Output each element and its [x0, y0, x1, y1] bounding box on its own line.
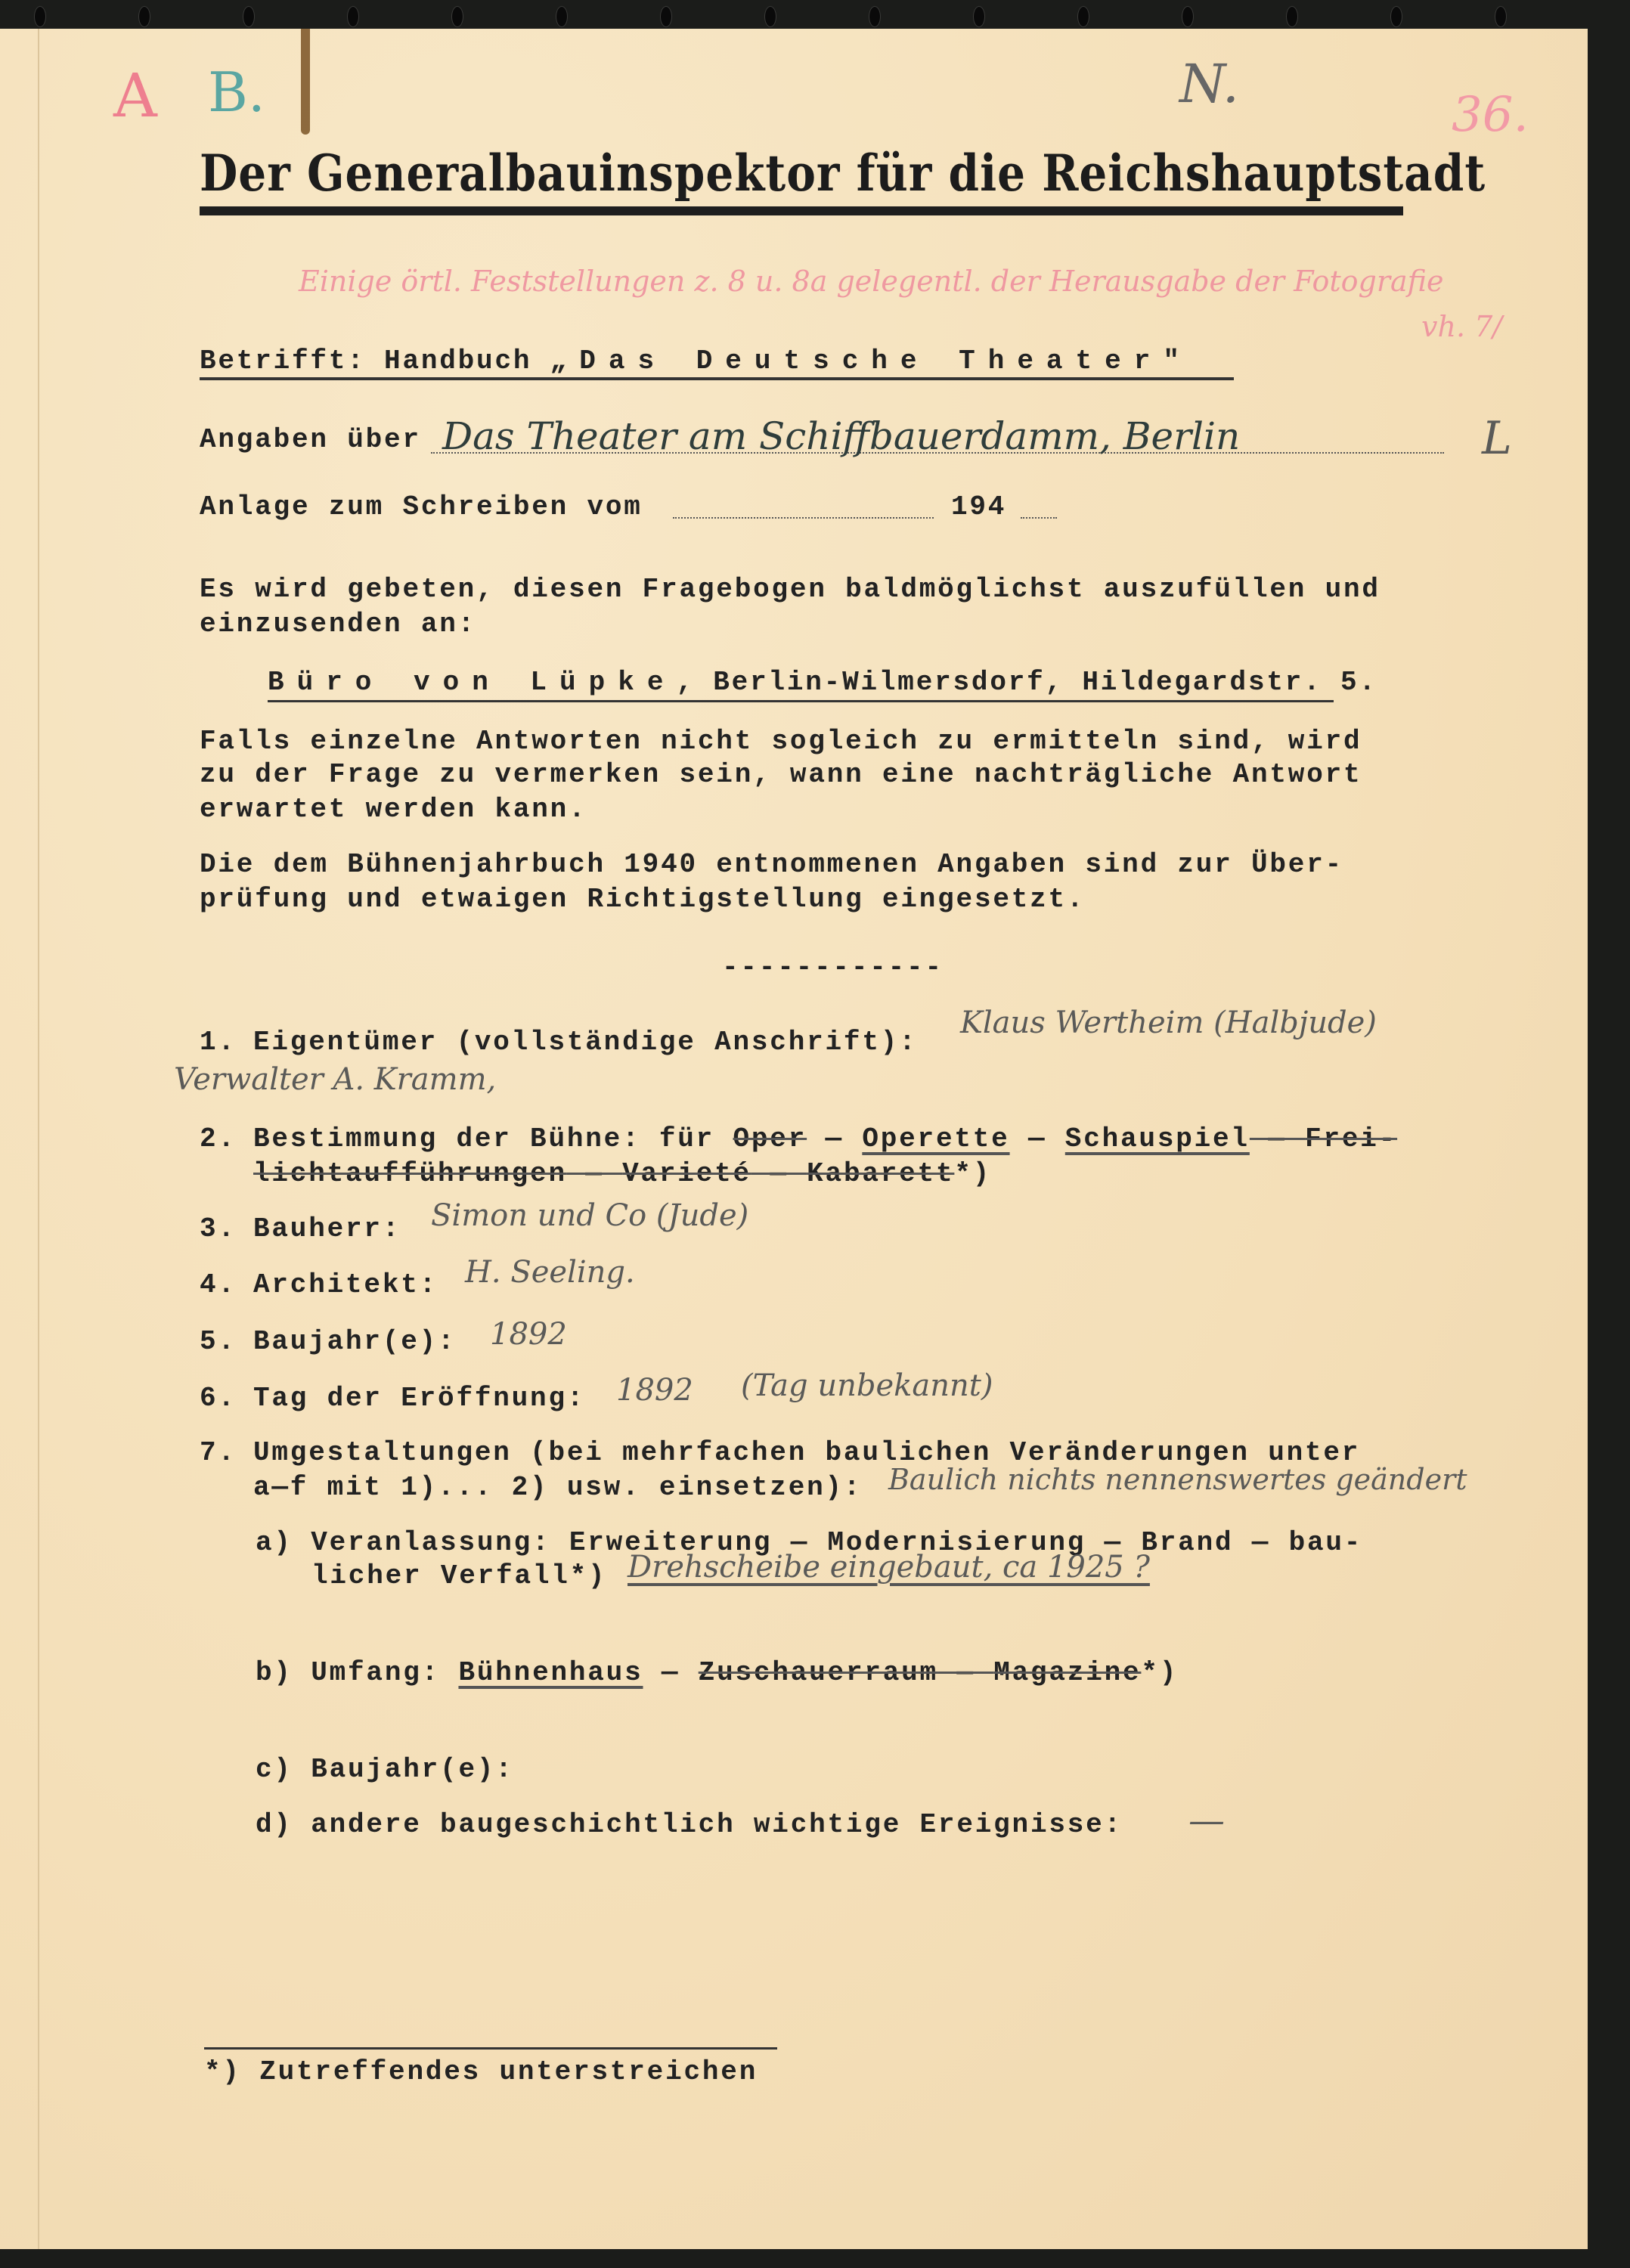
- dash: —: [937, 1657, 994, 1688]
- q1-number: 1.: [200, 1027, 237, 1058]
- footnote-ref: *): [1141, 1657, 1179, 1688]
- q1-answer-2: Verwalter A. Kramm,: [174, 1062, 497, 1097]
- q2-number: 2.: [200, 1123, 237, 1154]
- letterhead-title: Der Generalbauinspektor für die Reichshauptstadt: [200, 144, 1486, 203]
- footnote: *) Zutreffendes unterstreichen: [204, 2056, 758, 2087]
- about-label: Angaben über: [200, 424, 421, 455]
- subject-underline: [200, 377, 1234, 380]
- scanner-hole: [764, 6, 776, 27]
- address-underline: [268, 700, 1334, 702]
- footnote-rule: [204, 2047, 777, 2050]
- scanner-hole: [973, 6, 985, 27]
- request-line-1: Es wird gebeten, diesen Fragebogen baldmöglichst auszufüllen und: [200, 574, 1381, 605]
- q1-answer: Klaus Wertheim (Halbjude): [960, 1005, 1377, 1040]
- dash: —: [751, 1158, 807, 1189]
- q3-label: Bauherr:: [253, 1213, 401, 1244]
- q1-label: Eigentümer (vollständige Anschrift):: [253, 1027, 918, 1058]
- scanner-hole: [1182, 6, 1194, 27]
- q3-number: 3.: [200, 1213, 237, 1244]
- dash: —: [1249, 1123, 1306, 1154]
- mark-a: A: [113, 60, 157, 131]
- q5-answer: 1892: [490, 1317, 567, 1352]
- q7-line-2: a—f mit 1)... 2) usw. einsetzen):: [253, 1472, 863, 1503]
- scanner-hole: [138, 6, 150, 27]
- letterhead-rule: [200, 206, 1403, 215]
- q2-option-frei: Frei-: [1305, 1123, 1398, 1154]
- separator: ------------: [722, 952, 944, 983]
- q2-option-oper: Oper: [733, 1123, 807, 1154]
- q7d-label: d) andere baugeschichtlich wichtige Ereignisse:: [256, 1809, 1123, 1840]
- q7a-line-1: a) Veranlassung: Erweiterung — Modernisierung — Brand — bau-: [256, 1527, 1363, 1558]
- note1-line-2: zu der Frage zu vermerken sein, wann eine nachträgliche Antwort: [200, 759, 1362, 790]
- scanner-hole: [556, 6, 568, 27]
- q4-answer: H. Seeling.: [465, 1255, 635, 1290]
- q4-label: Architekt:: [253, 1269, 438, 1300]
- scanner-hole: [451, 6, 463, 27]
- q3-answer: Simon und Co (Jude): [431, 1198, 749, 1233]
- about-answer: Das Theater am Schiffbauerdamm, Berlin: [442, 414, 1241, 458]
- q2-option-freilicht: lichtaufführungen: [253, 1158, 567, 1189]
- q5-label: Baujahr(e):: [253, 1326, 457, 1357]
- dash: —: [1009, 1123, 1065, 1154]
- note2-line-1: Die dem Bühnenjahrbuch 1940 entnommenen Angaben sind zur Über-: [200, 849, 1344, 880]
- q6-label: Tag der Eröffnung:: [253, 1383, 586, 1414]
- note1-line-1: Falls einzelne Antworten nicht sogleich zu ermitteln sind, wird: [200, 726, 1362, 757]
- q6-number: 6.: [200, 1383, 237, 1414]
- scanner-hole: [869, 6, 881, 27]
- subject-label: Betrifft: Handbuch: [200, 345, 532, 376]
- scanner-hole: [660, 6, 672, 27]
- pink-note: Einige örtl. Feststellungen z. 8 u. 8a gelegentl. der Herausgabe der Fotografie: [299, 265, 1444, 298]
- q7b-option-buehnenhaus: Bühnenhaus: [458, 1657, 643, 1688]
- q7b-option-magazine: Magazine: [993, 1657, 1142, 1688]
- enclosure-year-line: [1021, 517, 1057, 519]
- footnote-ref: *): [954, 1158, 992, 1189]
- q7a-answer: Drehscheibe eingebaut, ca 1925 ?: [628, 1550, 1150, 1585]
- address-line: [268, 666, 1377, 699]
- scanner-right-strip: [1588, 29, 1630, 2249]
- q7-answer: Baulich nichts nennenswertes geändert: [888, 1463, 1467, 1496]
- page-number: 36.: [1452, 87, 1529, 143]
- q2-option-schauspiel: Schauspiel: [1064, 1123, 1250, 1154]
- mark-b: B.: [208, 60, 265, 124]
- scanner-hole: [34, 6, 46, 27]
- q6-answer: 1892: [616, 1373, 693, 1408]
- pink-note-ref: vh. 7/: [1421, 310, 1503, 343]
- q7b-option-zuschauerraum: Zuschauerraum: [698, 1657, 938, 1688]
- q2-label: Bestimmung der Bühne: für: [253, 1123, 715, 1154]
- q2-option-kabarett: Kabarett: [807, 1158, 955, 1189]
- q7a-line-2: licher Verfall*): [311, 1560, 607, 1591]
- q2-option-variete: Varieté: [622, 1158, 751, 1189]
- q2-option-operette: Operette: [862, 1123, 1010, 1154]
- margin-mark-l: L: [1482, 412, 1512, 465]
- q2-line-1: [253, 1123, 1397, 1156]
- mark-n: N.: [1179, 53, 1240, 115]
- q7b-line: [256, 1656, 1178, 1690]
- scanner-hole: [347, 6, 359, 27]
- address-rest: , Berlin-Wilmersdorf, Hildegardstr. 5.: [676, 667, 1377, 698]
- q7c-label: c) Baujahr(e):: [256, 1754, 514, 1785]
- q5-number: 5.: [200, 1326, 237, 1357]
- q4-number: 4.: [200, 1269, 237, 1300]
- stain: [301, 29, 310, 135]
- dash: —: [807, 1123, 863, 1154]
- page-fold: [38, 29, 39, 2249]
- address-office: Büro von Lüpke: [268, 667, 677, 698]
- q2-line-2: [253, 1157, 991, 1191]
- subject-line: [200, 345, 1192, 378]
- scanner-hole: [243, 6, 255, 27]
- subject-title: „Das Deutsche Theater": [550, 345, 1192, 376]
- q7b-label: b) Umfang:: [256, 1657, 441, 1688]
- scanner-hole: [1077, 6, 1089, 27]
- request-line-2: einzusenden an:: [200, 609, 477, 640]
- q7d-answer: —: [1188, 1799, 1225, 1842]
- q6-answer-note: (Tag unbekannt): [741, 1368, 993, 1403]
- note2-line-2: prüfung und etwaigen Richtigstellung eingesetzt.: [200, 884, 1086, 915]
- scanner-hole: [1286, 6, 1298, 27]
- scanner-hole: [1390, 6, 1402, 27]
- scanner-hole: [1495, 6, 1507, 27]
- dash: —: [643, 1657, 699, 1688]
- enclosure-year: 194: [951, 491, 1007, 522]
- enclosure-date-line: [673, 517, 934, 519]
- scanner-bottom-band: [0, 2249, 1630, 2268]
- q7-number: 7.: [200, 1437, 237, 1468]
- dash: —: [566, 1158, 623, 1189]
- enclosure-label: Anlage zum Schreiben vom: [200, 491, 643, 522]
- q7-line-1: Umgestaltungen (bei mehrfachen baulichen Veränderungen unter: [253, 1437, 1361, 1468]
- note1-line-3: erwartet werden kann.: [200, 794, 587, 825]
